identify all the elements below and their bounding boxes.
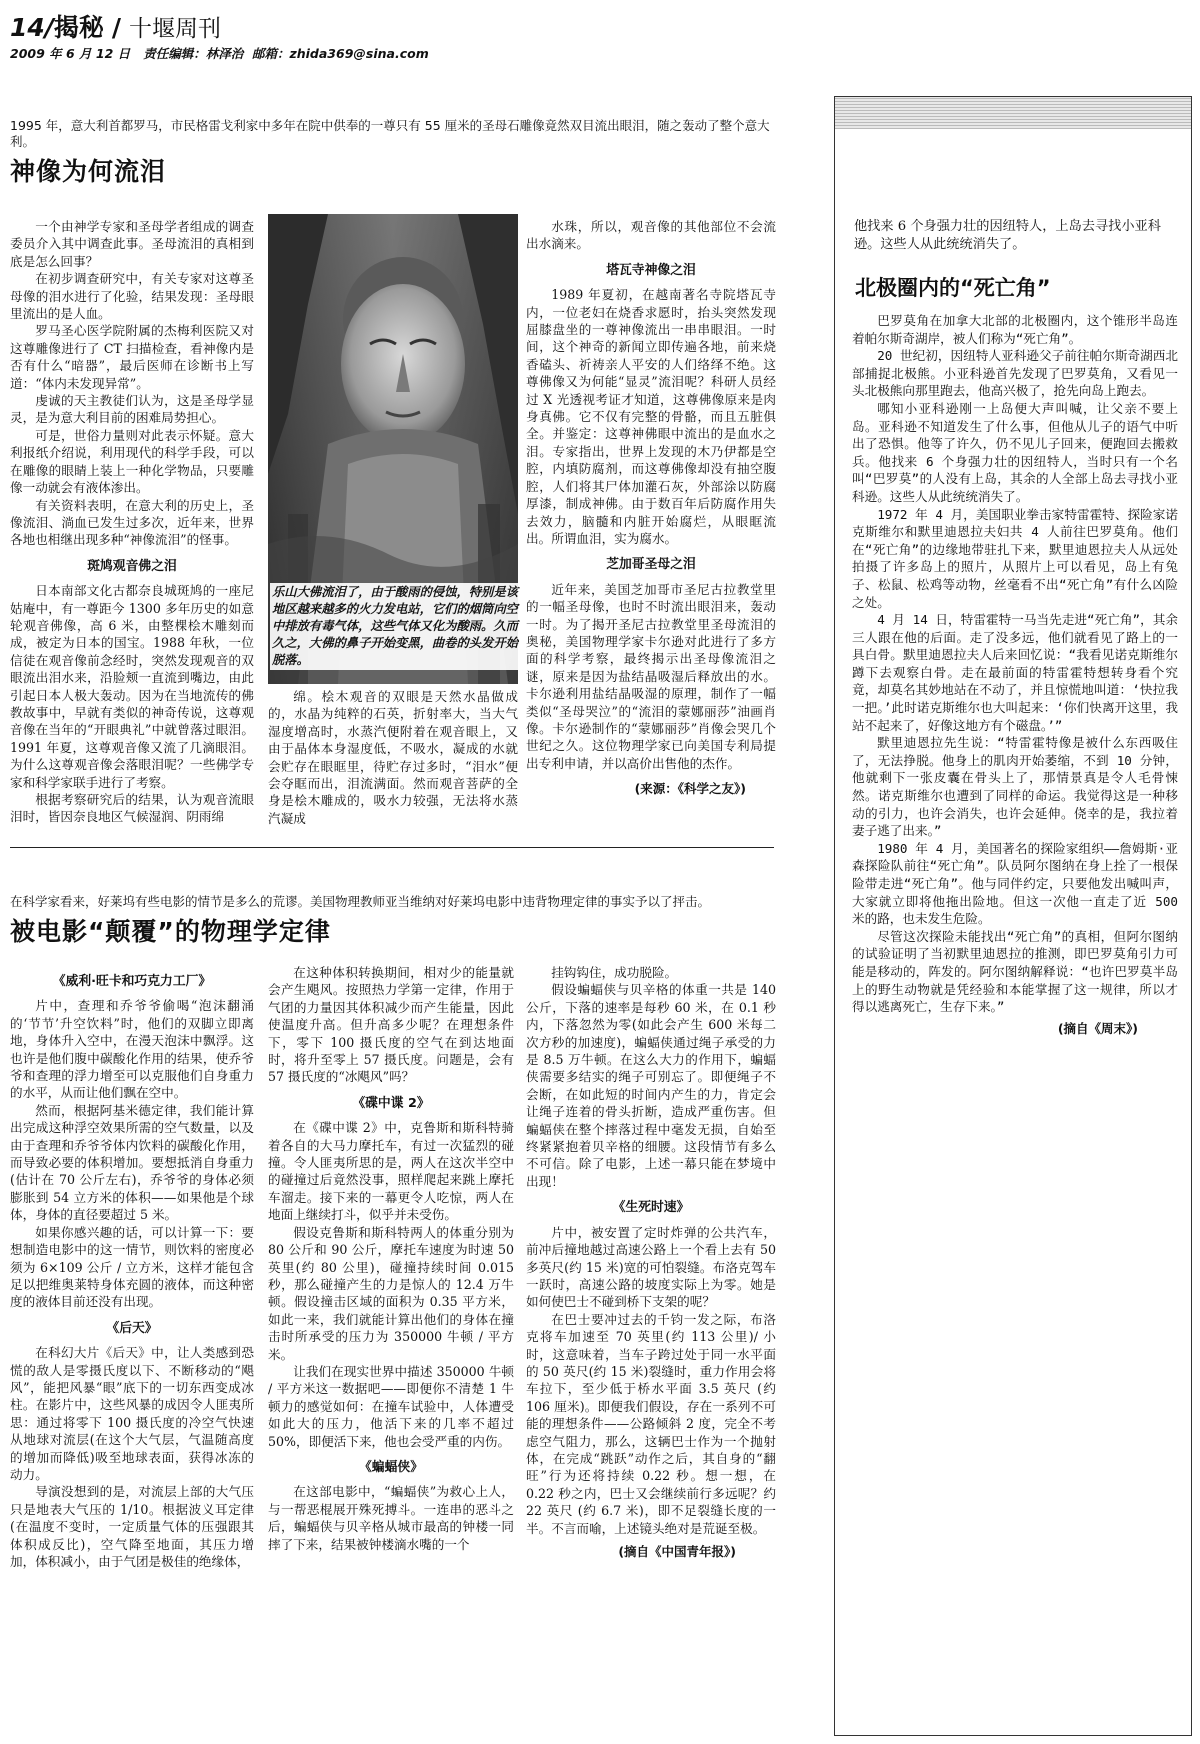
sidebar-paras [852,312,1178,1016]
article1-subhead-1: 斑鸠观音佛之泪 [87,558,177,574]
paragraph: 假设克鲁斯和斯科特两人的体重分别为 80 公斤和 90 公斤，摩托车速度为时速 50 英里(约 80 公里)，碰撞持续时间 0.015 秒，那么碰撞产生的力是惊人的 12.4 万牛顿。假设撞击区域的面积为 0.35 平方米，如此一来，我们就能计算出他们的身体在撞击时所承受的压力为 350000 牛顿 / 平方米。 [268,1224,514,1362]
sidebar-body [852,312,1178,1037]
article1-col3c-paras [526,581,776,772]
paragraph: 挂钩钩住，成功脱险。 [551,965,678,980]
paragraph: 在巴士要冲过去的千钧一发之际，布洛克将车加速至 70 英里(约 113 公里)/ 小时，这意味着，当车子跨过处于同一水平面的 50 英尺(约 15 米)裂缝时，重力作用会将车拉下，至少低于桥水平面 3.5 英尺 (约 106 厘米)。即便我们假设，存在一系列不可能的理想条件——公路倾斜 2 度，完全不考虑空气阻力，那么，这辆巴士作为一个抛射体，在完成“跳跃”动作之后，其自身的“翻旺”行为还将持续 0.22 秒。想一想，在 0.22 秒之内，巴士又会继续前行多远呢？约 22 英尺 (约 6.7 米)，即不足裂缝长度的一半。不言而喻，上述镜头绝对是荒诞至极。 [526,1311,776,1536]
article1-column-1 [10,218,254,826]
paragraph: 片中，查理和乔爷爷偷喝“泡沫翻涌的‘节节’升空饮料”时，他们的双脚立即离地，身体升入空中，在漫天泡沫中飘浮。这也许是他们腹中碳酸化作用的结果，使乔爷爷和查理的浮力增至可以克服他们自身重力的水平，从而让他们飘在空中。 [10,998,254,1101]
subhead: 《碟中谍 2》 [352,1095,430,1111]
paragraph: 假设蝙蝠侠与贝辛格的体重一共是 140 公斤，下落的速率是每秒 60 米，在 0.1 秒内，下落忽然为零(如此会产生 600 米每二次方秒的加速度)，蝙蝠侠通过绳子承受的力是 8.5 万牛顿。在这么大力的作用下，蝙蝠侠需要多结实的绳子可别忘了。即便绳子不会断，在如此短的时间内产生的力，肯定会让绳子连着的骨头折断，造成严重伤害。但蝙蝠侠在整个摔落过程中毫发无损，自始至终紧紧抱着贝辛格的细腰。这段情节有多么不可信。除了电影，上述一幕只能在梦境中出现！ [526,982,776,1189]
sidebar-source: (摘自《周末》) [1057,1020,1138,1036]
paragraph: 虔诚的天主教徒们认为，这是圣母学显灵，是为意大利目前的困难局势担心。 [10,393,254,426]
editor: 责任编辑：林泽治 [143,46,244,61]
paragraph: 导演没想到的是，对流层上部的大气压只是地表大气压的 1/10。根据波义耳定律(在温度不变时，一定质量气体的压强跟其体积成反比)，空气降至地面，其压力增加，体积减小，由于气团是极佳的绝缘体， [10,1484,254,1569]
paragraph: 绵。桧木观音的双眼是天然水晶做成的，水晶为纯粹的石英，折射率大，当大气湿度增高时，水蒸汽便附着在观音眼上，又由于晶体本身湿度低，不吸水，凝成的水就会贮存在眼眶里，待贮存过多时，“泪水”便会夺眶而出，泪流满面。然而观音菩萨的全身是桧木雕成的，吸水力较强，无法将水蒸汽凝成 [268,689,518,826]
photo-caption: 乐山大佛流泪了，由于酸雨的侵蚀，特别是该地区越来越多的火力发电站，它们的烟筒向空中排放有毒气体，这些气体又化为酸雨。久而久之，大佛的鼻子开始变黑，曲卷的头发开始脱落。 [270,583,522,670]
issue-line [10,44,429,62]
paragraph: 片中，被安置了定时炸弹的公共汽车，前冲后撞地越过高速公路上一个看上去有 50 多英尺(约 15 米)宽的可怕裂缝。布洛克驾车一跃时，高速公路的坡度实际上为零。她是如何使巴士不碰到桥下支架的呢？ [526,1224,776,1310]
article2-col1-paras [10,973,254,1570]
article1-col1-paras [10,218,254,549]
article2-col3-paras [526,964,776,1537]
masthead [10,8,221,44]
paragraph: 在《碟中谍 2》中，克鲁斯和斯科特骑着各自的大马力摩托车，有过一次猛烈的碰撞。令人匪夷所思的是，两人在这次半空中的碰撞过后竟然没事，照样爬起来跳上摩托车溜走。接下来的一幕更令人吃惊，两人在地面上继续打斗，似乎并未受伤。 [268,1120,514,1223]
paragraph: 让我们在现实世界中描述 350000 牛顿 / 平方米这一数据吧——即便你不清楚 1 牛顿力的感觉如何：在撞车试验中，人体遭受如此大的压力，他活下来的几率不超过 50%，即便活下来，他也会受严重的内伤。 [268,1363,514,1449]
article2-column-1 [10,964,254,1570]
section-name: 揭秘 [53,13,104,42]
subhead: 《威利·旺卡和巧克力工厂》 [52,974,212,989]
article1-col2b-paras [268,688,518,827]
subhead: 《生死时速》 [612,1200,690,1216]
paragraph: 水珠，所以，观音像的其他部位不会流出水滴来。 [526,219,776,252]
paragraph: 在初步调查研究中，有关专家对这尊圣母像的泪水进行了化验，结果发现：圣母眼里流出的是人血。 [10,271,254,322]
paragraph: 1972 年 4 月，美国职业拳击家特雷霍特、探险家诺克斯维尔和默里迪恩拉夫妇共 4 人前往巴罗莫角。他们在“死亡角”的边缘地带驻扎下来，默里迪恩拉夫人从远处拍摄了许多岛上的照片，从照片上可以看见，岛上有兔子、松鼠、松鸡等动物，丝毫看不出“死亡角”有什么凶险之处。 [852,506,1178,610]
paragraph: 在这部电影中，“蝙蝠侠”为救心上人，与一帮恶棍展开殊死搏斗。一连串的恶斗之后，蝙蝠侠与贝辛格从城市最高的钟楼一同摔了下来，结果被钟楼滴水嘴的一个 [268,1484,514,1552]
article2-col2-paras [268,964,514,1553]
article1-col1b-paras [10,582,254,826]
article1-subhead-3: 芝加哥圣母之泪 [606,557,696,573]
paragraph: 日本南部文化古都奈良城斑鸠的一座尼姑庵中，有一尊距今 1300 多年历史的如意轮观音佛像，高 6 米，由整棵桧木雕刻而成，被定为日本的国宝。1988 年秋，一位信徒在观音像前念经时，突然发现观音的双眼流出泪水来，沿脸颊一直流到嘴边，由此引起日本人极大轰动。因为在当地流传的佛教故事中，早就有类似的神奇传说，这尊观音像在当年的“开眼典礼”中就曾落过眼泪。1991 年夏，这尊观音像又流了几滴眼泪。为什么这尊观音像会落眼泪呢？一些佛学专家和科学家联手进行了考察。 [10,583,254,790]
article1-col3-paras [526,218,776,253]
issue-date: 2009 年 6 月 12 日 [10,46,131,61]
paragraph: 罗马圣心医学院附属的杰梅利医院又对这尊雕像进行了 CT 扫描检查，看神像内是否有什么“暗器”，最后医师在诊断书上写道：“体内未发现异常”。 [10,323,254,391]
paragraph: 一个由神学专家和圣母学者组成的调查委员介入其中调查此事。圣母流泪的真相到底是怎么回事？ [10,219,254,269]
article1-column-3 [526,218,776,798]
article2-column-3 [526,964,776,1560]
paragraph: 如果你感兴趣的话，可以计算一下：要想制造电影中的这一情节，则饮料的密度必须为 6×109 公斤 / 立方米，这样才能包含足以把维奥莱特身体充圆的液体，而这种密度的液体目前还没有出现。 [10,1224,254,1310]
article2-lead: 在科学家看来，好莱坞有些电影的情节是多么的荒谬。美国物理教师亚当维纳对好莱坞电影中违背物理定律的事实予以了抨击。 [10,894,711,909]
paragraph: 20 世纪初，因纽特人亚科逊父子前往帕尔斯奇湖西北部捕捉北极熊。小亚科逊首先发现了巴罗莫角，又看见一头北极熊向那里跑去，他高兴极了，抢先向岛上跑去。 [852,348,1178,399]
paragraph: 哪知小亚科逊刚一上岛便大声叫喊，让父亲不要上岛。亚科逊不知道发生了什么事，但他从儿子的语气中听出了恐惧。他等了许久，仍不见儿子回来，便跑回去搬救兵。他找来 6 个身强力壮的因纽特人，当时只有一个名叫“巴罗莫”的人没有上岛，其余的人全部上岛去寻找小亚科逊。这些人从此统统消失了。 [852,400,1178,504]
paragraph: 巴罗莫角在加拿大北部的北极圈内，这个锥形半岛连着帕尔斯奇湖岸，被人们称为“死亡角”。 [852,313,1178,346]
article2-source: (摘自《中国青年报》) [618,1544,736,1559]
paragraph: 4 月 14 日，特雷霍特一马当先走进“死亡角”，其余三人跟在他的后面。走了没多远，他们就看见了路上的一具白骨。默里迪恩拉夫人后来回忆说：“我看见诺克斯维尔蹲下去观察白骨。走在最前面的特雷霍特想转身看个究竟，却莫名其妙地站在不动了，并且惊慌地叫道：‘快拉我一把。’此时诺克斯维尔也大叫起来：‘你们快离开这里，我站不起来了，好像这地方有个磁盘。’” [852,612,1178,733]
paper-name: 十堰周刊 [128,16,221,42]
paragraph: 近年来，美国芝加哥市圣尼古拉教堂里的一幅圣母像，也时不时流出眼泪来，轰动一时。为了揭开圣尼古拉教堂里圣母流泪的奥秘，美国物理学家卡尔逊对此进行了多方面的科学考察，最终揭示出圣母像流泪之谜，原来是因为盐结晶吸湿后释放出的水。卡尔逊利用盐结晶吸湿的原理，制作了一幅类似“圣母哭泣”的“流泪的蒙娜丽莎”油画肖像。卡尔逊制作的“蒙娜丽莎”肖像会哭几个世纪之久。这位物理学家已向美国专利局提出专利申请，并以高价出售他的杰作。 [526,581,776,771]
article1-title: 神像为何流泪 [10,157,167,186]
article1-col3b-paras [526,286,776,547]
paragraph: 在这种体积转换期间，相对少的能量就会产生飓风。按照热力学第一定律，作用于气团的力量因其体积减少而产生能量，因此使温度升高。但升高多少呢？在理想条件下，零下 100 摄氏度的空气在到达地面时，将升至零上 57 摄氏度。问题是，会有 57 摄氏度的“冰飓风”吗？ [268,965,514,1085]
article2-title: 被电影“颠覆”的物理学定律 [10,917,331,946]
paragraph: 然而，根据阿基米德定律，我们能计算出完成这种浮空效果所需的空气数量，以及由于查理和乔爷爷体内饮料的碳酸化作用，而导致必要的体积增加。要想抵消自身重力(估计在 70 公斤左右)，乔爷爷的身体必须膨胀到 54 立方米的体积——如果他是个球体，身体的直径要超过 5 米。 [10,1102,254,1223]
paragraph: 可是，世俗力量则对此表示怀疑。意大利报纸介绍说，利用现代的科学手段，可以在雕像的眼睛上装上一种化学物品，只要雕像一动就会有液体渗出。 [10,427,254,496]
article1-subhead-2: 塔瓦寺神像之泪 [606,262,696,278]
paragraph: 1980 年 4 月，美国著名的探险家组织——詹姆斯·亚森探险队前往“死亡角”。队员阿尔图纳在身上拴了一根保险带走进“死亡角”。他与同伴约定，只要他发出喊叫声，大家就立即将他拖出险地。但这一次他一直走了近 500 米的路，也未发生危险。 [852,840,1178,927]
paragraph: 根据考察研究后的结果，认为观音流眼泪时，皆因奈良地区气候湿润、阴雨绵 [10,792,254,825]
section-divider [10,847,774,848]
page-number: 14/ [10,13,54,42]
article1-lead: 1995 年，意大利首都罗马，市民格雷戈利家中多年在院中供奉的一尊只有 55 厘米的圣母石雕像竟然双目流出眼泪，随之轰动了整个意大利。 [10,118,770,149]
paragraph: 尽管这次探险未能找出“死亡角”的真相，但阿尔图纳的试验证明了当初默里迪恩拉的推测，即巴罗莫角引力可能是移动的，阵发的。阿尔图纳解释说：“也许巴罗莫半岛上的野生动物就是凭经验和本能掌握了这一规律，所以才得以逃离死亡，生存下来。” [852,928,1178,1015]
sidebar-top-band [835,97,1191,129]
paragraph: 1989 年夏初，在越南著名寺院塔瓦寺内，一位老妇在烧香求愿时，抬头突然发现屈膝盘坐的一尊神像流出一串串眼泪。一时间，这个神奇的新闻立即传遍各地，前来烧香磕头、祈祷亲人平安的人们络绎不绝。这尊佛像又为何能“显灵”流泪呢？科研人员经过 X 光透视考证才知道，这尊佛像原来是肉身真佛。它不仅有完整的骨骼，而且五脏俱全。并鉴定：这尊神佛眼中流出的是血水之泪。专家指出，世界上发现的木乃伊都是空腔，内填防腐剂，而这尊佛像却没有抽空腹腔，人们将其尸体加灌石灰，外部涂以防腐厚漆，制成神佛。由于数百年后防腐作用失去效力，脑髓和内脏开始腐烂，从眼眶流出。所谓血泪，实为腐水。 [526,287,776,546]
article1-source: (来源：《科学之友》) [634,781,746,797]
paragraph: 在科幻大片《后天》中，让人类感到恐慌的敌人是零摄氏度以下、不断移动的“飓风”，能把风暴“眼”底下的一切东西变成冰柱。在影片中，这些风暴的成因令人匪夷所思：通过将零下 100 摄氏度的冷空气快速从地球对流层(在这个大气层，气温随高度的增加而降低)吸至地球表面，获得冰冻的动力。 [10,1345,254,1482]
paragraph: 有关资料表明，在意大利的历史上，圣像流泪、淌血已发生过多次，近年来，世界各地也相继出现多种“神像流泪”的怪事。 [10,497,254,548]
paragraph: 默里迪恩拉先生说：“特雷霍特像是被什么东西吸住了，无法挣脱。他身上的肌肉开始萎缩，不到 10 分钟，他就剩下一张皮囊在骨头上了，那情景真是令人毛骨悚然。诺克斯维尔也遭到了同样的命运。我觉得这是一种移动的引力，也许会消失，也许会延伸。侥幸的是，我拉着妻子逃了出来。” [852,735,1178,839]
sidebar-title: 北极圈内的“死亡角” [855,276,1051,300]
subhead: 《后天》 [106,1320,158,1336]
article2-column-2 [268,964,514,1553]
subhead: 《蝙蝠侠》 [359,1459,423,1475]
article1-column-2 [268,688,518,827]
masthead-slash: / [111,13,122,42]
sidebar-intro: 他找来 6 个身强力壮的因纽特人，上岛去寻找小亚科逊。这些人从此统统消失了。 [854,219,1161,252]
editor-email: 邮箱：zhida369@sina.com [251,46,429,61]
